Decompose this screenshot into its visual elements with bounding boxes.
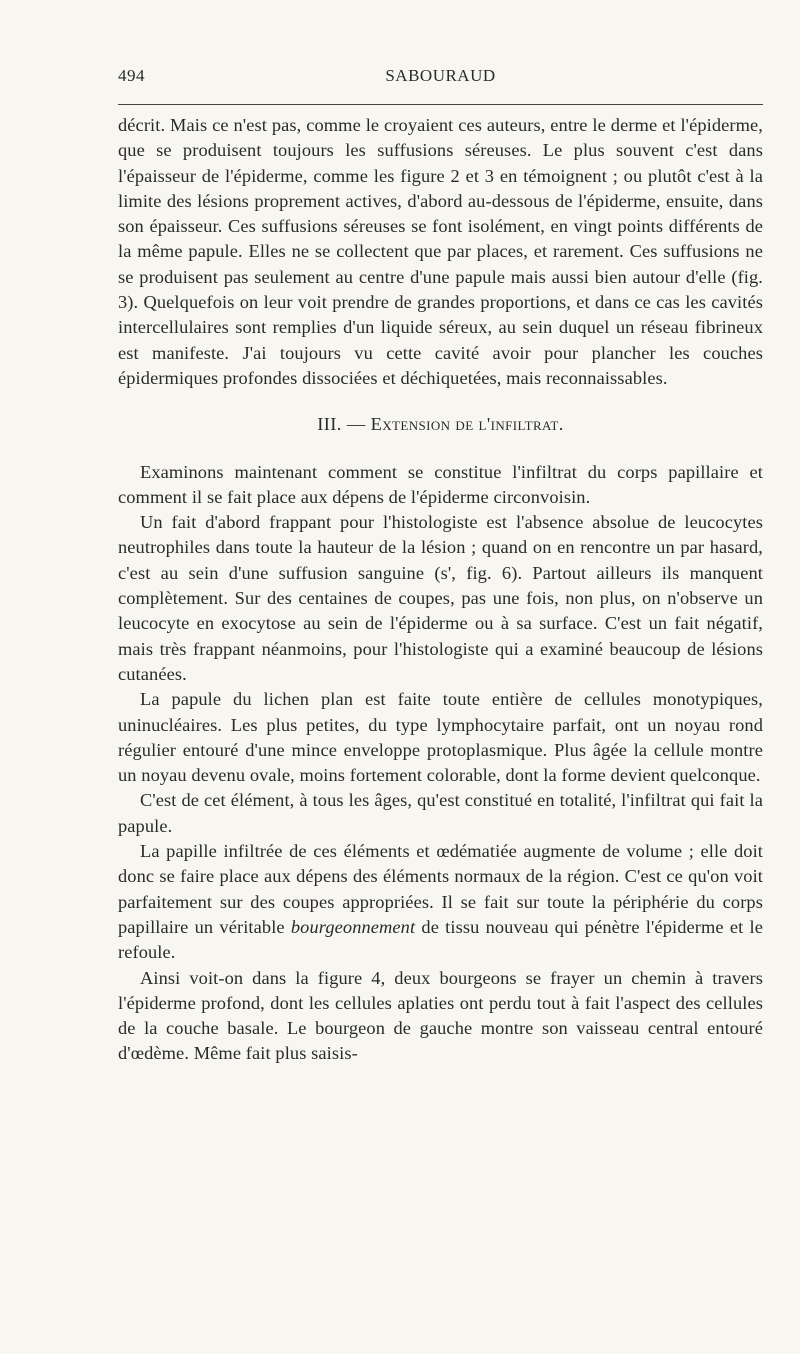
paragraph-6	[118, 839, 763, 965]
section-title: Extension de l'infiltrat.	[370, 414, 564, 435]
header-rule	[118, 104, 763, 105]
page-header	[118, 66, 763, 90]
paragraph-3: Un fait d'abord frappant pour l'histologiste est l'absence absolue de leucocytes neutrophiles dans toute la hauteur de la lésion ; quand on en rencontre un par hasard, c'est au sein d'une suffusion sanguine (s', fig. 6). Partout ailleurs ils manquent complètement. Sur des centaines de coupes, pas une fois, non plus, on n'observe un leucocyte en exocytose au sein de l'épiderme ou à sa surface. C'est un fait négatif, mais très frappant néanmoins, pour l'histologiste qui a examiné beaucoup de lésions cutanées.	[118, 512, 763, 684]
running-title: SABOURAUD	[385, 66, 496, 85]
paragraph-7: Ainsi voit-on dans la figure 4, deux bourgeons se frayer un chemin à travers l'épiderme profond, dont les cellules aplaties ont perdu tout à fait l'aspect des cellules de la couche basale. Le bourgeon de gauche montre son vaisseau central entouré d'œdème. Même fait plus saisis-	[118, 967, 763, 1064]
section-heading	[118, 412, 763, 437]
paragraph-6-text-a: La papille infiltrée de ces éléments et œdématiée augmente de volume ; elle doit donc se faire place aux dépens des éléments normaux de la région. C'est ce qu'on voit parfaitement sur des coupes appropriées. Il se fait sur toute la périphérie du corps papillaire un véritable	[118, 841, 763, 937]
section-numeral: III.	[317, 414, 342, 435]
paragraph-1: décrit. Mais ce n'est pas, comme le croyaient ces auteurs, entre le derme et l'épiderme, que se produisent toujours les suffusions séreuses. Le plus souvent c'est dans l'épaisseur de l'épiderme, comme les figure 2 et 3 en témoignent ; ou plutôt c'est à la limite des lésions proprement actives, d'abord au-dessous de l'épiderme, ensuite, dans son épaisseur. Ces suffusions séreuses se font isolément, en vingt points différents de la même papule. Elles ne se collectent que par places, et rarement. Ces suffusions ne se produisent pas seulement au centre d'une papule mais aussi bien autour d'elle (fig. 3). Quelquefois on leur voit prendre de grandes proportions, et dans ce cas les cavités intercellulaires sont remplies d'un liquide séreux, au sein duquel un réseau fibrineux est manifeste. J'ai toujours vu cette cavité avoir pour plancher les couches épidermiques profondes dissociées et déchiquetées, mais reconnaissables.	[118, 115, 763, 388]
page-number: 494	[118, 66, 145, 85]
paragraph-4: La papule du lichen plan est faite toute entière de cellules monotypiques, uninucléaires. Les plus petites, du type lymphocytaire parfait, ont un noyau rond régulier entouré d'une mince enveloppe protoplasmique. Plus âgée la cellule montre un noyau devenu ovale, moins fortement colorable, dont la forme devient quelconque.	[118, 689, 763, 786]
paragraph-6-text-b: de tissu nouveau qui pénètre l'épiderme et le refoule.	[118, 916, 763, 963]
section-dash: —	[346, 414, 366, 435]
paragraph-5: C'est de cet élément, à tous les âges, qu'est constitué en totalité, l'infiltrat qui fait la papule.	[118, 790, 763, 836]
paragraph-6-italic-term: bourgeonnement	[290, 916, 416, 937]
paragraph-2: Examinons maintenant comment se constitue l'infiltrat du corps papillaire et comment il se fait place aux dépens de l'épiderme circonvoisin.	[118, 461, 763, 507]
body-text	[118, 113, 763, 1067]
